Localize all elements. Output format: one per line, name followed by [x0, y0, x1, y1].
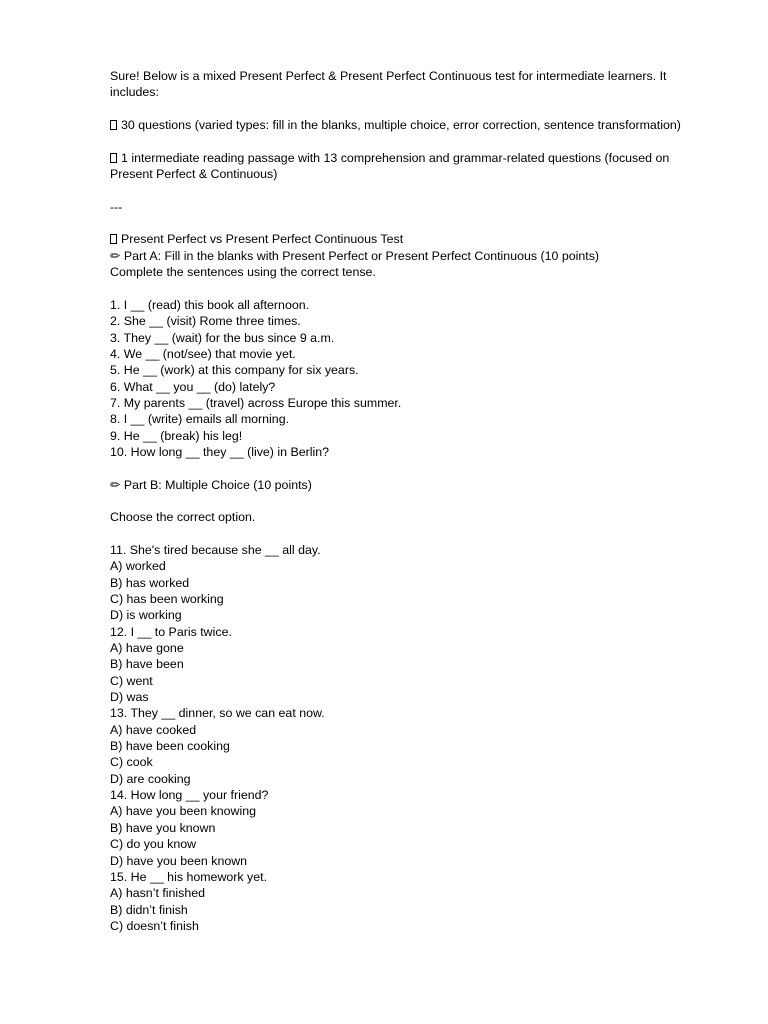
- part-a-instruction: Complete the sentences using the correct tense.: [110, 265, 376, 280]
- fill-blank-item: 5. He __ (work) at this company for six years.: [110, 363, 359, 378]
- separator: ---: [110, 199, 123, 214]
- fill-blank-item: 7. My parents __ (travel) across Europe this summer.: [110, 395, 402, 410]
- answer-option: B) have been cooking: [110, 739, 230, 754]
- pencil-icon: ✏: [110, 247, 121, 263]
- part-b-heading: [110, 477, 710, 493]
- fill-blank-item: 2. She __ (visit) Rome three times.: [110, 314, 301, 329]
- answer-option: B) have you known: [110, 820, 216, 835]
- intro-bullet-text: 1 intermediate reading passage with 13 comprehension and grammar-related questions (focused on Present Perfect & Continuous): [110, 150, 670, 182]
- part-b-heading-text: Part B: Multiple Choice (10 points): [123, 477, 312, 492]
- answer-option: D) have you been known: [110, 853, 248, 868]
- fill-blank-item: 3. They __ (wait) for the bus since 9 a.m.: [110, 330, 335, 345]
- spacer: [110, 280, 710, 296]
- answer-option: B) didn’t finish: [110, 902, 188, 917]
- answer-option: A) have gone: [110, 641, 184, 656]
- missing-glyph-icon: [110, 120, 117, 130]
- spacer: [110, 526, 710, 542]
- fill-blank-item: 9. He __ (break) his leg!: [110, 428, 243, 443]
- answer-option: B) have been: [110, 657, 184, 672]
- spacer: [110, 493, 710, 509]
- question-text: 11. She's tired because she __ all day.: [110, 542, 321, 557]
- answer-option: C) cook: [110, 755, 153, 770]
- answer-option: C) has been working: [110, 592, 224, 606]
- part-b-instruction: Choose the correct option.: [110, 510, 256, 525]
- fill-blank-item: 8. I __ (write) emails all morning.: [110, 412, 290, 427]
- fill-blank-item: 4. We __ (not/see) that movie yet.: [110, 346, 296, 361]
- answer-option: C) went: [110, 673, 153, 688]
- answer-option: D) are cooking: [110, 771, 191, 786]
- spacer: [110, 215, 710, 231]
- fill-blank-item: 10. How long __ they __ (live) in Berlin?: [110, 444, 330, 459]
- spacer: [110, 133, 710, 149]
- intro-bullet-questions: [110, 117, 710, 133]
- part-b-questions: [110, 542, 710, 934]
- test-title: [110, 231, 710, 247]
- intro-text: Sure! Below is a mixed Present Perfect & Present Perfect Continuous test for intermediate learners. It includes:: [110, 69, 667, 100]
- part-a-heading-text: Part A: Fill in the blanks with Present Perfect or Present Perfect Continuous (10 points): [123, 248, 600, 263]
- answer-option: A) worked: [110, 559, 166, 574]
- question-text: 12. I __ to Paris twice.: [110, 624, 232, 639]
- question-text: 14. How long __ your friend?: [110, 788, 269, 803]
- question-text: 15. He __ his homework yet.: [110, 869, 268, 884]
- answer-option: C) do you know: [110, 837, 197, 852]
- intro-bullet-reading: [110, 150, 710, 183]
- pencil-icon: ✏: [110, 476, 121, 492]
- answer-option: A) have cooked: [110, 722, 197, 737]
- answer-option: D) is working: [110, 608, 182, 623]
- part-a-items: [110, 297, 710, 460]
- test-title-text: Present Perfect vs Present Perfect Continuous Test: [121, 232, 404, 247]
- missing-glyph-icon: [110, 234, 117, 244]
- answer-option: A) hasn’t finished: [110, 886, 206, 901]
- part-a-heading: [110, 248, 710, 264]
- question-text: 13. They __ dinner, so we can eat now.: [110, 706, 325, 721]
- fill-blank-item: 1. I __ (read) this book all afternoon.: [110, 297, 310, 312]
- spacer: [110, 101, 710, 117]
- answer-option: C) doesn’t finish: [110, 918, 199, 933]
- missing-glyph-icon: [110, 153, 117, 163]
- intro-bullet-text: 30 questions (varied types: fill in the blanks, multiple choice, error correction, sentence transformation): [121, 118, 681, 133]
- spacer: [110, 460, 710, 476]
- document-body: [110, 68, 710, 934]
- answer-option: A) have you been knowing: [110, 804, 257, 819]
- spacer: [110, 182, 710, 198]
- answer-option: B) has worked: [110, 575, 190, 590]
- answer-option: D) was: [110, 690, 149, 705]
- fill-blank-item: 6. What __ you __ (do) lately?: [110, 379, 276, 394]
